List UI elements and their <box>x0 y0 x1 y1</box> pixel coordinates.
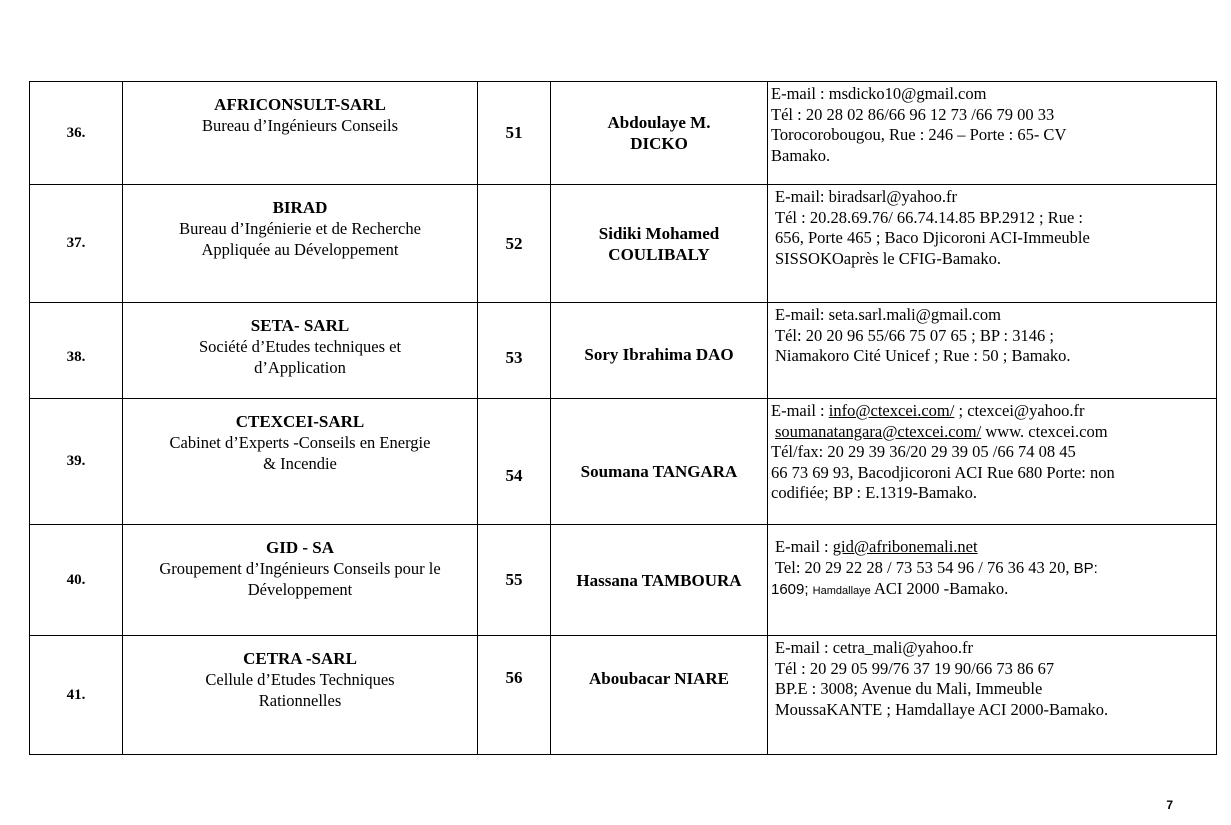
firm-cell <box>123 399 478 525</box>
firm-name: BIRAD <box>272 198 328 217</box>
contact-details <box>768 525 1217 636</box>
registration-code: 53 <box>478 303 551 399</box>
contact-person-cell <box>551 82 768 185</box>
registration-code: 55 <box>478 525 551 636</box>
firm-description: Bureau d’Ingénieurs Conseils <box>201 116 399 135</box>
quarter-name: Hamdallaye <box>812 585 871 597</box>
email-line <box>771 401 1214 422</box>
row-number: 36. <box>30 82 123 185</box>
email-separator: ; <box>954 401 968 420</box>
contact-person-line: Soumana TANGARA <box>580 462 738 481</box>
contact-person-line: Abdoulaye M. <box>607 113 711 132</box>
contact-line: MoussaKANTE ; Hamdallaye ACI 2000-Bamako. <box>775 699 1109 719</box>
contact-person-line: Sory Ibrahima DAO <box>584 345 734 364</box>
consultants-table <box>29 81 1217 755</box>
contact-line: Tél: 20 20 96 55/66 75 07 65 ; BP : 3146 ; <box>775 325 1054 345</box>
contact-line: SISSOKOaprès le CFIG-Bamako. <box>775 248 1001 268</box>
table-row <box>30 185 1217 303</box>
contact-details <box>768 303 1217 399</box>
email-line <box>771 537 1214 558</box>
registration-code: 54 <box>478 399 551 525</box>
firm-description: Cellule d’Etudes Techniques <box>205 670 395 689</box>
table-row <box>30 525 1217 636</box>
contact-person-cell <box>551 525 768 636</box>
email-secondary: ctexcei@yahoo.fr <box>967 401 1085 420</box>
registration-code: 52 <box>478 185 551 303</box>
firm-description: Rationnelles <box>258 691 342 710</box>
row-number: 39. <box>30 399 123 525</box>
contact-person-line: Hassana TAMBOURA <box>576 570 742 590</box>
email-line: E-mail : msdicko10@gmail.com <box>771 84 987 103</box>
contact-line: Tél/fax: 20 29 39 36/20 29 39 05 /66 74 08 45 <box>771 442 1076 461</box>
firm-name: CETRA -SARL <box>243 649 357 668</box>
bp-label: BP: <box>1069 559 1098 577</box>
contact-details <box>768 185 1217 303</box>
registration-code: 51 <box>478 82 551 185</box>
firm-name: SETA- SARL <box>250 316 350 335</box>
firm-name: GID - SA <box>265 538 334 557</box>
email-link[interactable]: soumanatangara@ctexcei.com/ <box>775 421 982 441</box>
row-number: 40. <box>30 525 123 636</box>
contact-details <box>768 82 1217 185</box>
page-number: 7 <box>1166 798 1173 812</box>
contact-person-line: COULIBALY <box>608 244 710 264</box>
email-link[interactable]: info@ctexcei.com/ <box>828 401 955 420</box>
contact-line: Tél : 20 28 02 86/66 96 12 73 /66 79 00 33 <box>771 104 1055 124</box>
contact-line: Bamako. <box>771 145 831 165</box>
contact-person-line: Aboubacar NIARE <box>589 669 729 688</box>
email-line: E-mail: biradsarl@yahoo.fr <box>775 187 957 206</box>
firm-cell <box>123 185 478 303</box>
firm-description: Société d’Etudes techniques et <box>198 337 402 356</box>
firm-name: CTEXCEI-SARL <box>235 412 365 431</box>
table-row <box>30 636 1217 755</box>
firm-description: Cabinet d’Experts -Conseils en Energie <box>169 433 431 452</box>
firm-name: AFRICONSULT-SARL <box>214 95 386 114</box>
row-number: 37. <box>30 185 123 303</box>
address-text: ACI 2000 -Bamako. <box>873 579 1009 598</box>
bp-value: 1609; <box>771 581 809 598</box>
email-label: E-mail : <box>775 537 833 556</box>
email-line: E-mail: seta.sarl.mali@gmail.com <box>775 305 1001 324</box>
firm-description: Groupement d’Ingénieurs Conseils pour le <box>159 559 441 578</box>
contact-line: codifiée; BP : E.1319-Bamako. <box>771 483 978 502</box>
contact-line <box>771 579 1214 602</box>
firm-description: Bureau d’Ingénierie et de Recherche <box>179 219 421 238</box>
contact-person-cell <box>551 185 768 303</box>
firm-description: Appliquée au Développement <box>201 240 399 259</box>
contact-person-cell <box>551 303 768 399</box>
web-line <box>771 422 1214 443</box>
contact-line: 66 73 69 93, Bacodjicoroni ACI Rue 680 Porte: non <box>771 462 1115 482</box>
email-label: E-mail : <box>771 401 829 420</box>
contact-line: Tél : 20.28.69.76/ 66.74.14.85 BP.2912 ; Rue : <box>775 207 1084 227</box>
table-row <box>30 399 1217 525</box>
email-link[interactable]: gid@afribonemali.net <box>832 537 978 556</box>
contact-person-cell <box>551 399 768 525</box>
contact-line: Tél : 20 29 05 99/76 37 19 90/66 73 86 67 <box>775 658 1055 678</box>
contact-line: BP.E : 3008; Avenue du Mali, Immeuble <box>775 679 1043 698</box>
contact-details <box>768 636 1217 755</box>
contact-line: 656, Porte 465 ; Baco Djicoroni ACI-Immeuble <box>775 228 1090 247</box>
website-text: www. ctexcei.com <box>981 421 1108 441</box>
contact-line: Niamakoro Cité Unicef ; Rue : 50 ; Bamako. <box>775 346 1071 365</box>
email-line: E-mail : cetra_mali@yahoo.fr <box>775 638 973 657</box>
contact-person-line: DICKO <box>630 134 688 153</box>
contact-line: Torocorobougou, Rue : 246 – Porte : 65- CV <box>771 125 1067 144</box>
contact-person-cell <box>551 636 768 755</box>
firm-cell <box>123 303 478 399</box>
contact-line <box>771 558 1214 580</box>
firm-description: Développement <box>247 580 353 599</box>
firm-cell <box>123 525 478 636</box>
row-number: 41. <box>30 636 123 755</box>
firm-cell <box>123 636 478 755</box>
table-row <box>30 303 1217 399</box>
firm-cell <box>123 82 478 185</box>
contact-person-line: Sidiki Mohamed <box>598 223 720 243</box>
firm-description: & Incendie <box>263 454 337 473</box>
table-row <box>30 82 1217 185</box>
contact-details <box>768 399 1217 525</box>
registration-code: 56 <box>478 636 551 755</box>
phone-text: Tel: 20 29 22 28 / 73 53 54 96 / 76 36 43 20, <box>775 557 1070 577</box>
row-number: 38. <box>30 303 123 399</box>
firm-description: d’Application <box>254 358 346 377</box>
